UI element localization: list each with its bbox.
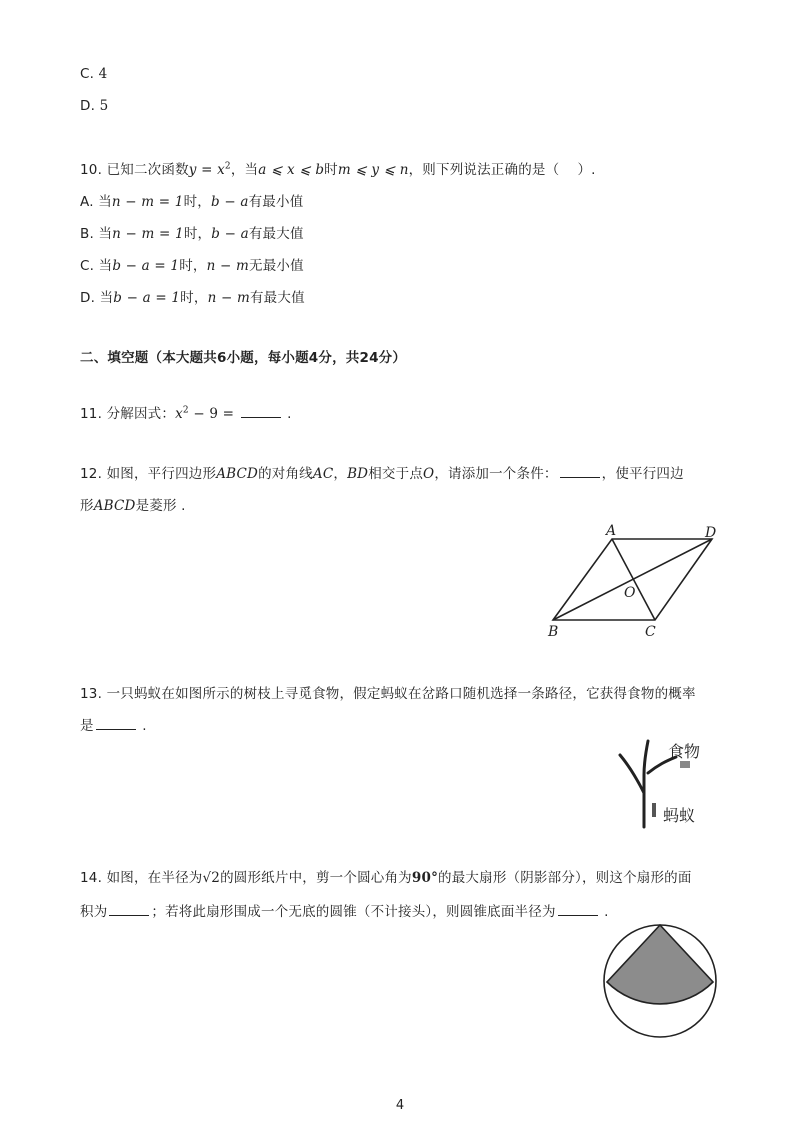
vertex-a-label: A xyxy=(606,523,617,539)
question-10-option-a: A. 当n − m = 1时，b − a有最小值 xyxy=(80,194,304,210)
circle-sector-figure xyxy=(598,922,723,1042)
section-2-heading: 二、填空题（本大题共6小题，每小题4分，共24分） xyxy=(80,350,407,366)
answer-blank[interactable] xyxy=(109,903,149,916)
question-10-option-b: B. 当n − m = 1时，b − a有最大值 xyxy=(80,226,304,242)
food-label: 食物 xyxy=(668,742,701,761)
page-number: 4 xyxy=(395,1098,405,1113)
question-12-line-2: 形ABCD是菱形 . xyxy=(80,498,186,514)
question-13-line-2: 是 . xyxy=(80,718,147,734)
diagonal-bd xyxy=(553,539,712,620)
question-14-line-1: 14. 如图，在半径为√2的圆形纸片中，剪一个圆心角为90°的最大扇形（阴影部分），则这个扇形的面 xyxy=(80,870,692,886)
answer-blank[interactable] xyxy=(558,903,598,916)
vertex-d-label: D xyxy=(705,525,717,541)
question-13-line-1: 13. 一只蚂蚁在如图所示的树枝上寻觅食物，假定蚂蚁在岔路口随机选择一条路径，它获得食物的概率 xyxy=(80,686,696,702)
question-11: 11. 分解因式：$x^2 - 9$ = . xyxy=(80,405,292,422)
answer-blank[interactable] xyxy=(241,405,281,418)
shaded-sector xyxy=(607,925,713,1004)
vertex-b-label: B xyxy=(548,624,559,640)
question-10-stem: 10. 已知二次函数$y = x^2$，当a ⩽ x ⩽ b时m ⩽ y ⩽ n，则下列说法正确的是（ ）. xyxy=(80,161,596,178)
food-icon xyxy=(680,761,690,768)
vertex-c-label: C xyxy=(645,624,656,640)
left-branch xyxy=(620,755,644,793)
main-branch xyxy=(644,741,648,827)
point-o-label: O xyxy=(624,585,636,601)
question-10-option-c: C. 当b − a = 1时，n − m无最小值 xyxy=(80,258,304,274)
question-14-line-2: 积为 ；若将此扇形围成一个无底的圆锥（不计接头），则圆锥底面半径为 . xyxy=(80,904,609,920)
answer-blank[interactable] xyxy=(96,717,136,730)
answer-blank[interactable] xyxy=(560,465,600,478)
question-12-line-1: 12. 如图，平行四边形ABCD的对角线AC，BD相交于点O，请添加一个条件： ，使平行四边 xyxy=(80,466,684,482)
parallelogram-figure xyxy=(540,520,730,645)
ant-label: 蚂蚁 xyxy=(663,806,696,825)
question-10-option-d: D. 当b − a = 1时，n − m有最大值 xyxy=(80,290,305,306)
ant-icon xyxy=(652,803,656,817)
tree-branch-figure xyxy=(608,735,718,835)
option-c-prev: C. 4 xyxy=(80,66,108,82)
option-d-prev: D. 5 xyxy=(80,98,109,114)
